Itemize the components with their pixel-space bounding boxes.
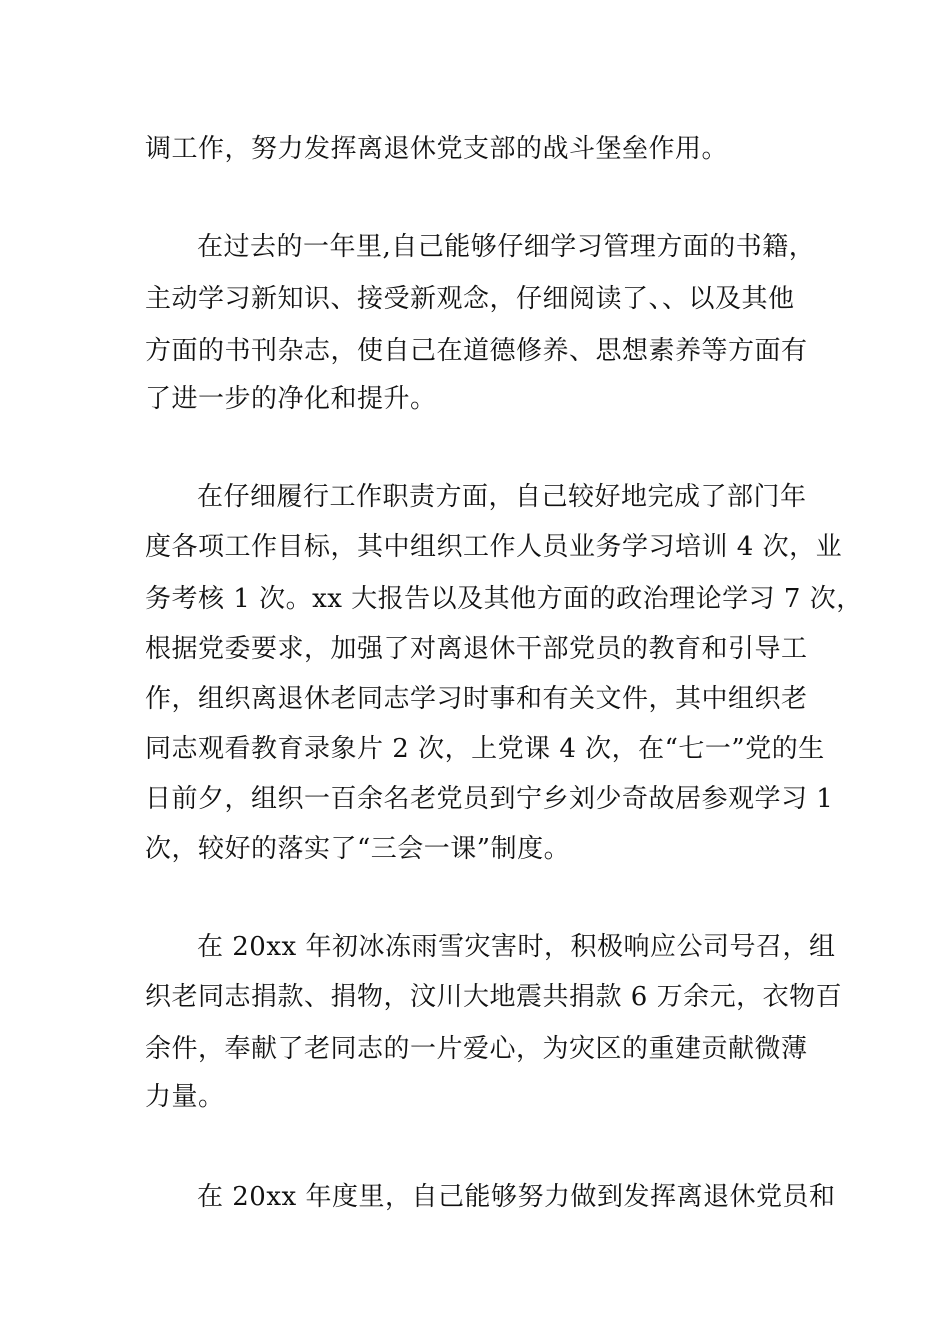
paragraph-5-line-1: 在 20xx 年度里，自己能够努力做到发挥离退休党员和 — [197, 1182, 836, 1212]
paragraph-2-line-2: 主动学习新知识、接受新观念，仔细阅读了、、以及其他 — [145, 284, 795, 314]
paragraph-4-line-4: 力量。 — [145, 1082, 225, 1112]
paragraph-1-line-1: 调工作，努力发挥离退休党支部的战斗堡垒作用。 — [145, 134, 729, 164]
paragraph-3-line-2: 度各项工作目标，其中组织工作人员业务学习培训 4 次，业 — [145, 532, 843, 562]
paragraph-2-line-4: 了进一步的净化和提升。 — [145, 384, 437, 414]
paragraph-3-line-8: 次，较好的落实了“三会一课”制度。 — [145, 834, 571, 864]
paragraph-3-line-6: 同志观看教育录象片 2 次，上党课 4 次，在“七一”党的生 — [145, 734, 825, 764]
paragraph-4-line-2: 织老同志捐款、捐物，汶川大地震共捐款 6 万余元，衣物百 — [145, 982, 843, 1012]
paragraph-2-line-1: 在过去的一年里,自己能够仔细学习管理方面的书籍， — [197, 232, 816, 262]
paragraph-2-line-3: 方面的书刊杂志，使自己在道德修养、思想素养等方面有 — [145, 336, 808, 366]
paragraph-4-line-1: 在 20xx 年初冰冻雨雪灾害时，积极响应公司号召，组 — [197, 932, 836, 962]
paragraph-3-line-1: 在仔细履行工作职责方面，自己较好地完成了部门年 — [197, 482, 807, 512]
paragraph-3-line-4: 根据党委要求，加强了对离退休干部党员的教育和引导工 — [145, 634, 808, 664]
paragraph-3-line-5: 作，组织离退休老同志学习时事和有关文件，其中组织老 — [145, 684, 808, 714]
paragraph-3-line-3: 务考核 1 次。xx 大报告以及其他方面的政治理论学习 7 次， — [145, 584, 863, 614]
paragraph-4-line-3: 余件，奉献了老同志的一片爱心，为灾区的重建贡献微薄 — [145, 1034, 808, 1064]
paragraph-3-line-7: 日前夕，组织一百余名老党员到宁乡刘少奇故居参观学习 1 — [145, 784, 834, 814]
